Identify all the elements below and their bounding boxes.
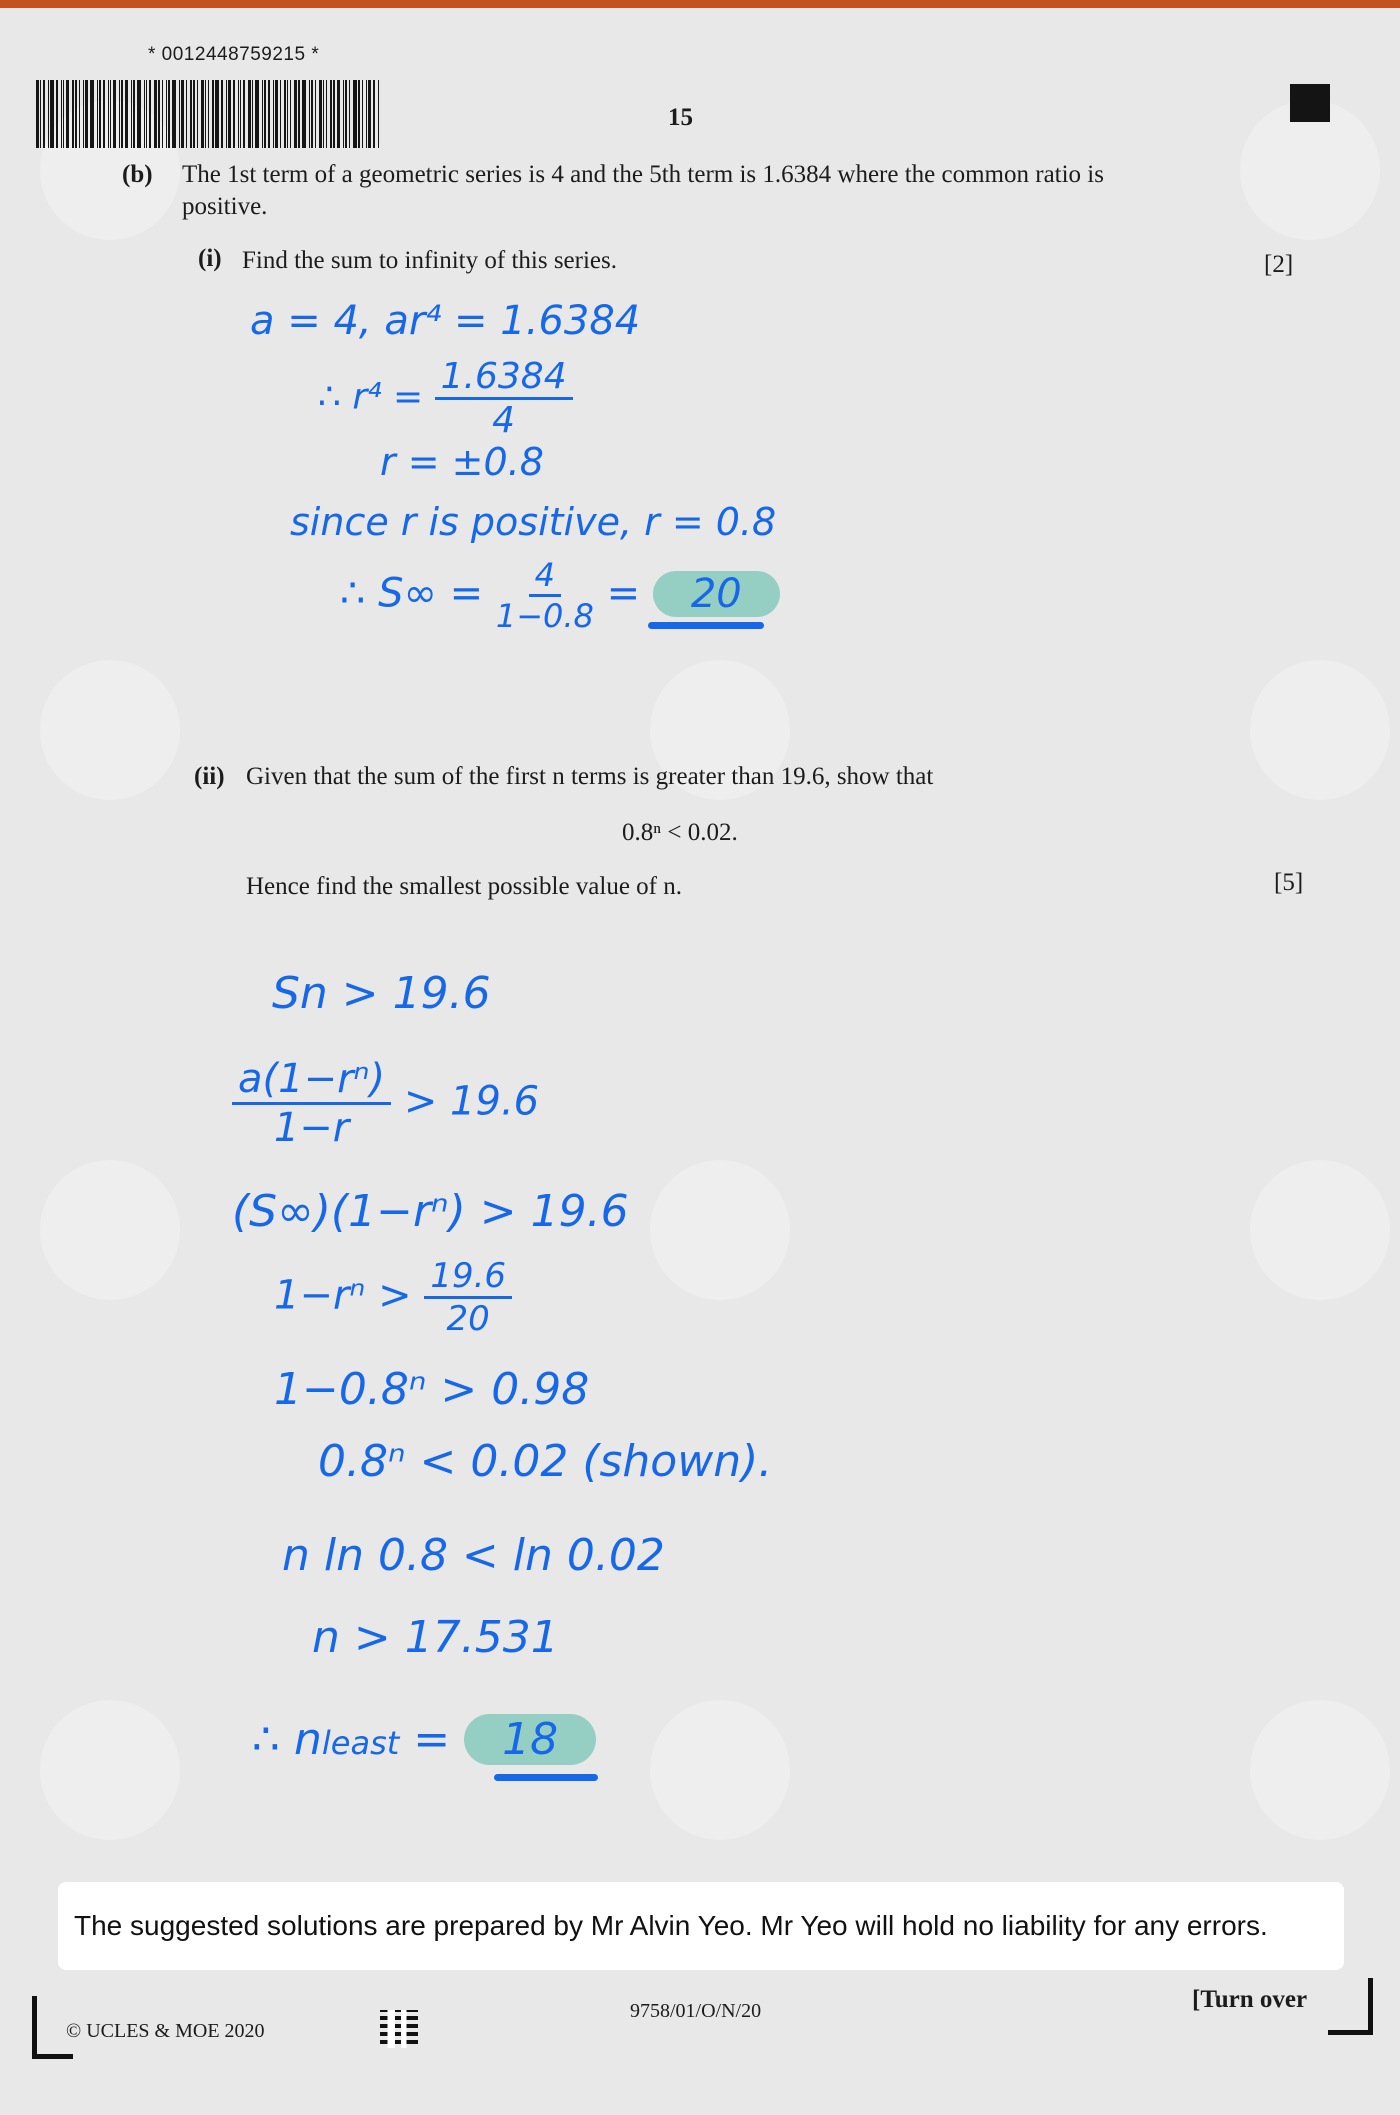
barcode-stripe bbox=[149, 80, 151, 148]
barcode-stripe bbox=[40, 80, 41, 148]
part-ii-hence: Hence find the smallest possible value of n. bbox=[246, 873, 682, 900]
barcode-stripe bbox=[50, 80, 54, 148]
disclaimer-text: The suggested solutions are prepared by Mr Alvin Yeo. Mr Yeo will hold no liability for any errors. bbox=[74, 1910, 1268, 1941]
candidate-serial: * 0012448759215 * bbox=[148, 44, 320, 65]
fraction-numerator: a(1−rⁿ) bbox=[232, 1056, 391, 1105]
watermark-logo bbox=[40, 660, 180, 800]
barcode-stripe bbox=[226, 80, 227, 148]
barcode-stripe bbox=[287, 80, 288, 148]
barcode-stripe bbox=[290, 80, 291, 148]
solution-ii-line4 bbox=[274, 1256, 512, 1339]
watermark-logo bbox=[1250, 1160, 1390, 1300]
barcode-stripe bbox=[119, 80, 120, 148]
barcode-stripe bbox=[90, 80, 94, 148]
barcode-stripe bbox=[190, 80, 192, 148]
part-ii-question: Given that the sum of the first n terms is greater than 19.6, show that bbox=[246, 763, 934, 790]
part-b-label: (b) bbox=[122, 161, 153, 188]
barcode-stripe bbox=[36, 80, 39, 148]
barcode-stripe bbox=[193, 80, 195, 148]
solution-i-line2 bbox=[318, 356, 573, 441]
solution-ii-line9 bbox=[252, 1714, 596, 1765]
solution-ii-line2-fraction bbox=[232, 1056, 391, 1151]
solution-i-line1: a = 4, ar⁴ = 1.6384 bbox=[250, 298, 641, 344]
barcode-stripe bbox=[268, 80, 270, 148]
answer-i-underline bbox=[648, 622, 764, 629]
barcode-stripe bbox=[326, 80, 327, 148]
barcode-stripe bbox=[63, 80, 64, 148]
barcode-stripe bbox=[186, 80, 187, 148]
solution-i-line2-fraction bbox=[435, 356, 573, 441]
qr-code bbox=[380, 2010, 418, 2048]
solution-ii-line8: n > 17.531 bbox=[312, 1612, 559, 1663]
corner-bracket-right bbox=[1328, 1978, 1373, 2035]
part-ii-marks: [5] bbox=[1274, 869, 1304, 896]
answer-ii-highlight: 18 bbox=[464, 1714, 596, 1765]
barcode-stripe bbox=[75, 80, 77, 148]
barcode-stripe bbox=[311, 80, 313, 148]
barcode-stripe bbox=[154, 80, 157, 148]
barcode-stripe bbox=[273, 80, 274, 148]
barcode-stripe bbox=[99, 80, 101, 148]
part-i-marks: [2] bbox=[1264, 251, 1294, 278]
solution-ii-line4-prefix: 1−rⁿ > bbox=[274, 1272, 412, 1319]
barcode-stripe bbox=[248, 80, 251, 148]
watermark-logo bbox=[40, 1700, 180, 1840]
solution-ii-line4-fraction bbox=[424, 1256, 512, 1339]
barcode-stripe bbox=[56, 80, 58, 148]
watermark-logo bbox=[1250, 1700, 1390, 1840]
solution-i-line2-prefix: ∴ r⁴ = bbox=[318, 376, 424, 418]
copyright-text: © UCLES & MOE 2020 bbox=[66, 2020, 265, 2042]
barcode-stripe bbox=[72, 80, 74, 148]
barcode-stripe bbox=[158, 80, 160, 148]
solution-i-line5-equals: = bbox=[606, 570, 641, 617]
solution-i-line4: since r is positive, r = 0.8 bbox=[290, 500, 777, 544]
watermark-logo bbox=[1250, 660, 1390, 800]
answer-i-highlight: 20 bbox=[653, 571, 780, 617]
barcode-stripe bbox=[243, 80, 245, 148]
barcode-stripe bbox=[208, 80, 209, 148]
barcode-stripe bbox=[275, 80, 278, 148]
solution-i-line3: r = ±0.8 bbox=[380, 440, 544, 484]
barcode-stripe bbox=[319, 80, 322, 148]
barcode-stripe bbox=[205, 80, 206, 148]
barcode-stripe bbox=[228, 80, 231, 148]
barcode-stripe bbox=[345, 80, 347, 148]
barcode-stripe bbox=[66, 80, 69, 148]
barcode-stripe bbox=[61, 80, 62, 148]
paper-code: 9758/01/O/N/20 bbox=[630, 2000, 762, 2022]
solution-ii-line9-prefix: ∴ n bbox=[252, 1714, 322, 1765]
part-b-text-line2: positive. bbox=[182, 193, 268, 220]
barcode-stripe bbox=[378, 80, 379, 148]
barcode-stripe bbox=[373, 80, 375, 148]
barcode-stripe bbox=[48, 80, 49, 148]
solution-ii-line1: Sn > 19.6 bbox=[272, 968, 491, 1019]
barcode-stripe bbox=[302, 80, 306, 148]
barcode-stripe bbox=[343, 80, 344, 148]
registration-marker bbox=[1290, 84, 1330, 122]
barcode-stripe bbox=[238, 80, 239, 148]
part-ii-inequality: 0.8ⁿ < 0.02. bbox=[622, 819, 738, 846]
barcode-stripe bbox=[309, 80, 310, 148]
barcode-stripe bbox=[162, 80, 163, 148]
barcode-stripe bbox=[262, 80, 263, 148]
barcode bbox=[36, 80, 562, 148]
barcode-stripe bbox=[221, 80, 223, 148]
barcode-stripe bbox=[264, 80, 266, 148]
barcode-stripe bbox=[215, 80, 219, 148]
barcode-stripe bbox=[85, 80, 88, 148]
answer-ii-underline bbox=[494, 1774, 598, 1781]
barcode-stripe bbox=[298, 80, 300, 148]
solution-ii-line6: 0.8ⁿ < 0.02 (shown). bbox=[318, 1436, 773, 1487]
barcode-stripe bbox=[179, 80, 180, 148]
barcode-stripe bbox=[333, 80, 335, 148]
fraction-denominator: 1−0.8 bbox=[495, 597, 594, 635]
solution-i-line5-prefix: ∴ S∞ = bbox=[340, 570, 484, 617]
barcode-stripe bbox=[353, 80, 357, 148]
barcode-stripe bbox=[362, 80, 363, 148]
solution-ii-line3: (S∞)(1−rⁿ) > 19.6 bbox=[232, 1186, 629, 1237]
barcode-stripe bbox=[284, 80, 286, 148]
barcode-stripe bbox=[197, 80, 198, 148]
barcode-stripe bbox=[133, 80, 135, 148]
barcode-stripe bbox=[280, 80, 281, 148]
barcode-stripe bbox=[168, 80, 170, 148]
barcode-stripe bbox=[113, 80, 116, 148]
part-i-label: (i) bbox=[198, 245, 222, 272]
barcode-stripe bbox=[146, 80, 147, 148]
part-ii-label: (ii) bbox=[194, 763, 225, 790]
solution-ii-line2 bbox=[232, 1056, 539, 1151]
barcode-stripe bbox=[212, 80, 214, 148]
watermark-logo bbox=[40, 1160, 180, 1300]
barcode-stripe bbox=[315, 80, 316, 148]
barcode-stripe bbox=[110, 80, 111, 148]
barcode-stripe bbox=[233, 80, 235, 148]
barcode-stripe bbox=[131, 80, 132, 148]
fraction-denominator: 1−r bbox=[273, 1105, 350, 1151]
barcode-stripe bbox=[166, 80, 167, 148]
barcode-stripe bbox=[43, 80, 45, 148]
barcode-stripe bbox=[108, 80, 109, 148]
solution-ii-line7: n ln 0.8 < ln 0.02 bbox=[282, 1530, 665, 1581]
barcode-stripe bbox=[358, 80, 360, 148]
barcode-stripe bbox=[121, 80, 123, 148]
barcode-stripe bbox=[294, 80, 297, 148]
barcode-stripe bbox=[79, 80, 80, 148]
fraction-numerator: 4 bbox=[529, 556, 561, 597]
solution-ii-line2-suffix: > 19.6 bbox=[403, 1078, 540, 1125]
barcode-stripe bbox=[349, 80, 350, 148]
barcode-stripe bbox=[125, 80, 128, 148]
fraction-numerator: 19.6 bbox=[424, 1256, 512, 1299]
disclaimer-banner bbox=[58, 1882, 1344, 1970]
barcode-stripe bbox=[172, 80, 176, 148]
page-number: 15 bbox=[668, 104, 693, 131]
barcode-stripe bbox=[103, 80, 105, 148]
fraction-denominator: 20 bbox=[446, 1299, 490, 1339]
barcode-stripe bbox=[181, 80, 184, 148]
barcode-stripe bbox=[144, 80, 145, 148]
barcode-stripe bbox=[255, 80, 259, 148]
fraction-denominator: 4 bbox=[492, 400, 516, 441]
solution-ii-line9-subscript: least bbox=[321, 1724, 400, 1762]
barcode-stripe bbox=[366, 80, 367, 148]
solution-ii-line9-equals: = bbox=[413, 1714, 451, 1765]
fraction-numerator: 1.6384 bbox=[435, 356, 573, 400]
part-i-question: Find the sum to infinity of this series. bbox=[242, 247, 617, 274]
turn-over-text: [Turn over bbox=[1192, 1986, 1308, 2013]
watermark-logo bbox=[650, 1160, 790, 1300]
barcode-stripe bbox=[83, 80, 84, 148]
part-b-text-line1: The 1st term of a geometric series is 4 and the 5th term is 1.6384 where the common ratio is bbox=[182, 161, 1104, 188]
barcode-stripe bbox=[252, 80, 253, 148]
solution-i-line5-fraction bbox=[496, 556, 594, 635]
barcode-stripe bbox=[368, 80, 371, 148]
barcode-stripe bbox=[323, 80, 324, 148]
watermark-logo bbox=[650, 1700, 790, 1840]
barcode-stripe bbox=[97, 80, 98, 148]
barcode-stripe bbox=[337, 80, 340, 148]
barcode-stripe bbox=[201, 80, 204, 148]
barcode-stripe bbox=[137, 80, 141, 148]
barcode-stripe bbox=[330, 80, 332, 148]
solution-ii-line5: 1−0.8ⁿ > 0.98 bbox=[274, 1364, 590, 1415]
top-edge-bar bbox=[0, 0, 1400, 8]
barcode-stripe bbox=[240, 80, 241, 148]
